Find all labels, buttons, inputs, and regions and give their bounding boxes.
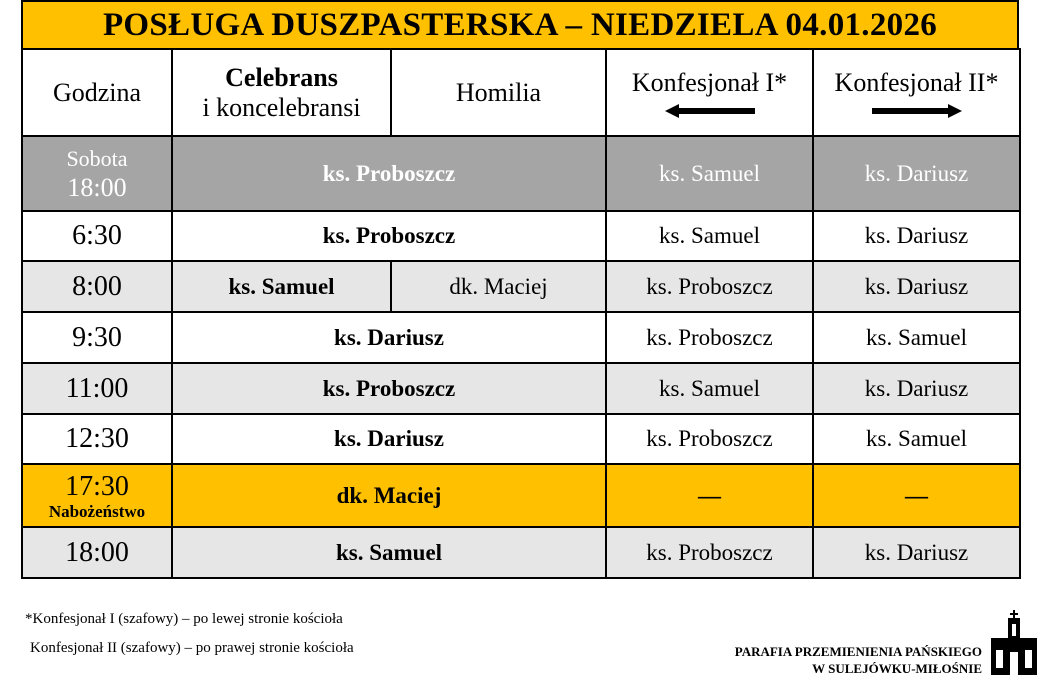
header-homilia: Homilia xyxy=(391,49,606,136)
parish-line-1: PARAFIA PRZEMIENIENIA PAŃSKIEGO xyxy=(734,644,982,659)
konf1-cell: — xyxy=(606,464,813,527)
konf2-cell: — xyxy=(813,464,1020,527)
schedule-table xyxy=(21,48,1021,579)
church-icon xyxy=(988,610,1040,675)
celebrans-cell: ks. Samuel xyxy=(172,261,391,312)
header-celebrans xyxy=(172,49,391,136)
table-row xyxy=(22,211,1020,261)
page-title: POSŁUGA DUSZPASTERSKA – NIEDZIELA 04.01.2026 xyxy=(21,0,1019,48)
konf2-cell: ks. Dariusz xyxy=(813,527,1020,578)
konf1-cell: ks. Samuel xyxy=(606,211,813,261)
footnote-1: *Konfesjonał I (szafowy) – po lewej stronie kościoła xyxy=(25,611,343,627)
time-label: 17:30 xyxy=(65,470,129,502)
time-cell xyxy=(22,136,172,211)
time-cell: 12:30 xyxy=(22,414,172,464)
header-row xyxy=(22,49,1020,136)
konf2-cell: ks. Dariusz xyxy=(813,211,1020,261)
celebrans-cell: ks. Samuel xyxy=(172,527,606,578)
service-label: Nabożeństwo xyxy=(48,501,146,521)
celebrans-cell: dk. Maciej xyxy=(172,464,606,527)
table-row xyxy=(22,261,1020,312)
table-row xyxy=(22,363,1020,414)
time-cell: 18:00 xyxy=(22,527,172,578)
konf1-cell: ks. Proboszcz xyxy=(606,261,813,312)
header-konf1 xyxy=(606,49,813,136)
arrow-right-icon xyxy=(872,104,962,118)
celebrans-cell: ks. Dariusz xyxy=(172,414,606,464)
footnote-2: Konfesjonał II (szafowy) – po prawej stronie kościoła xyxy=(30,640,354,656)
konf1-label: Konfesjonał I* xyxy=(631,67,788,97)
parish-line-2: W SULEJÓWKU-MIŁOŚNIE xyxy=(812,661,982,676)
konf2-cell: ks. Dariusz xyxy=(813,261,1020,312)
konf1-cell: ks. Proboszcz xyxy=(606,414,813,464)
arrow-left-icon xyxy=(665,104,755,118)
konf1-cell: ks. Proboszcz xyxy=(606,527,813,578)
header-godzina: Godzina xyxy=(22,49,172,136)
day-label: Sobota xyxy=(66,145,128,171)
time-cell: 11:00 xyxy=(22,363,172,414)
homilia-cell: dk. Maciej xyxy=(391,261,606,312)
time-cell: 6:30 xyxy=(22,211,172,261)
time-cell: 8:00 xyxy=(22,261,172,312)
table-row xyxy=(22,527,1020,578)
konf2-label: Konfesjonał II* xyxy=(834,67,999,97)
time-cell: 9:30 xyxy=(22,312,172,363)
table-row xyxy=(22,414,1020,464)
time-cell xyxy=(22,464,172,527)
celebrans-cell: ks. Dariusz xyxy=(172,312,606,363)
celebrans-cell: ks. Proboszcz xyxy=(172,363,606,414)
konf2-cell: ks. Samuel xyxy=(813,312,1020,363)
konf1-cell: ks. Samuel xyxy=(606,136,813,211)
celebrans-cell: ks. Proboszcz xyxy=(172,211,606,261)
konf1-cell: ks. Proboszcz xyxy=(606,312,813,363)
parish-name xyxy=(690,643,982,677)
celebrans-cell: ks. Proboszcz xyxy=(172,136,606,211)
time-label: 18:00 xyxy=(67,172,127,202)
table-row xyxy=(22,464,1020,527)
koncelebransi-label: i koncelebransi xyxy=(202,92,361,122)
konf2-cell: ks. Dariusz xyxy=(813,136,1020,211)
header-konf2 xyxy=(813,49,1020,136)
konf2-cell: ks. Dariusz xyxy=(813,363,1020,414)
celebrans-label: Celebrans xyxy=(225,62,338,92)
konf1-cell: ks. Samuel xyxy=(606,363,813,414)
table-row xyxy=(22,312,1020,363)
table-row xyxy=(22,136,1020,211)
konf2-cell: ks. Samuel xyxy=(813,414,1020,464)
